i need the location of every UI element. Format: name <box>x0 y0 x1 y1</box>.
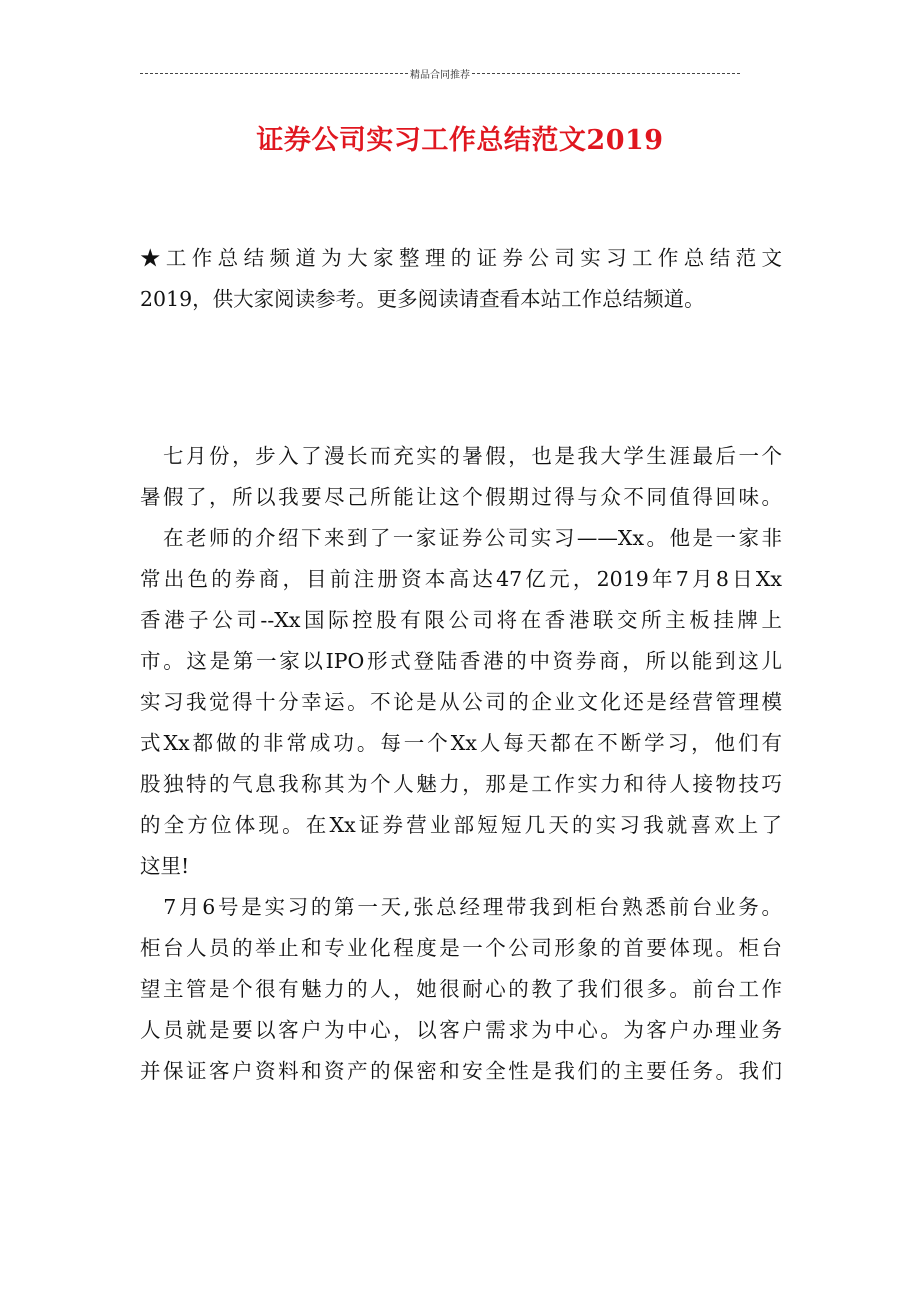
page-header <box>140 66 740 81</box>
paragraph-line: 市。这是第一家以IPO形式登陆香港的中资券商，所以能到这儿 <box>140 649 782 673</box>
paragraph-line: 香港子公司--Xx国际控股有限公司将在香港联交所主板挂牌上 <box>140 608 782 632</box>
paragraph-line: 望主管是个很有魅力的人，她很耐心的教了我们很多。前台工作 <box>140 977 782 1001</box>
paragraph-line: 暑假了，所以我要尽己所能让这个假期过得与众不同值得回味。 <box>140 485 782 509</box>
intro-text <box>140 238 782 320</box>
header-dash-left <box>140 73 408 74</box>
intro-line: 2019，供大家阅读参考。更多阅读请查看本站工作总结频道。 <box>140 287 705 311</box>
header-text: 精品合同推荐 <box>410 70 470 81</box>
paragraph-line: 7月6号是实习的第一天,张总经理带我到柜台熟悉前台业务。 <box>140 895 782 919</box>
intro-line: ★工作总结频道为大家整理的证券公司实习工作总结范文 <box>140 246 782 270</box>
paragraph-line: 并保证客户资料和资产的保密和安全性是我们的主要任务。我们 <box>140 1059 782 1083</box>
paragraph-line: 实习我觉得十分幸运。不论是从公司的企业文化还是经营管理模 <box>140 690 782 714</box>
paragraph-line: 这里! <box>140 854 190 878</box>
paragraph-line: 人员就是要以客户为中心，以客户需求为中心。为客户办理业务 <box>140 1018 782 1042</box>
paragraph-line: 在老师的介绍下来到了一家证券公司实习——Xx。他是一家非 <box>140 526 782 550</box>
paragraph-line: 七月份，步入了漫长而充实的暑假，也是我大学生涯最后一个 <box>140 444 782 468</box>
document-body <box>140 436 782 1092</box>
paragraph-line: 的全方位体现。在Xx证券营业部短短几天的实习我就喜欢上了 <box>140 813 782 837</box>
intro-paragraph <box>140 238 782 320</box>
paragraph-line: 柜台人员的举止和专业化程度是一个公司形象的首要体现。柜台 <box>140 936 782 960</box>
paragraph-line: 式Xx都做的非常成功。每一个Xx人每天都在不断学习，他们有 <box>140 731 782 755</box>
paragraph-line: 常出色的券商，目前注册资本高达47亿元，2019年7月8日Xx <box>140 567 782 591</box>
paragraph-line: 股独特的气息我称其为个人魅力，那是工作实力和待人接物技巧 <box>140 772 782 796</box>
document-title: 证券公司实习工作总结范文2019 <box>256 125 664 156</box>
paragraph-3 <box>140 887 782 1092</box>
header-dash-right <box>472 73 740 74</box>
paragraph-2 <box>140 518 782 887</box>
paragraph-1 <box>140 436 782 518</box>
